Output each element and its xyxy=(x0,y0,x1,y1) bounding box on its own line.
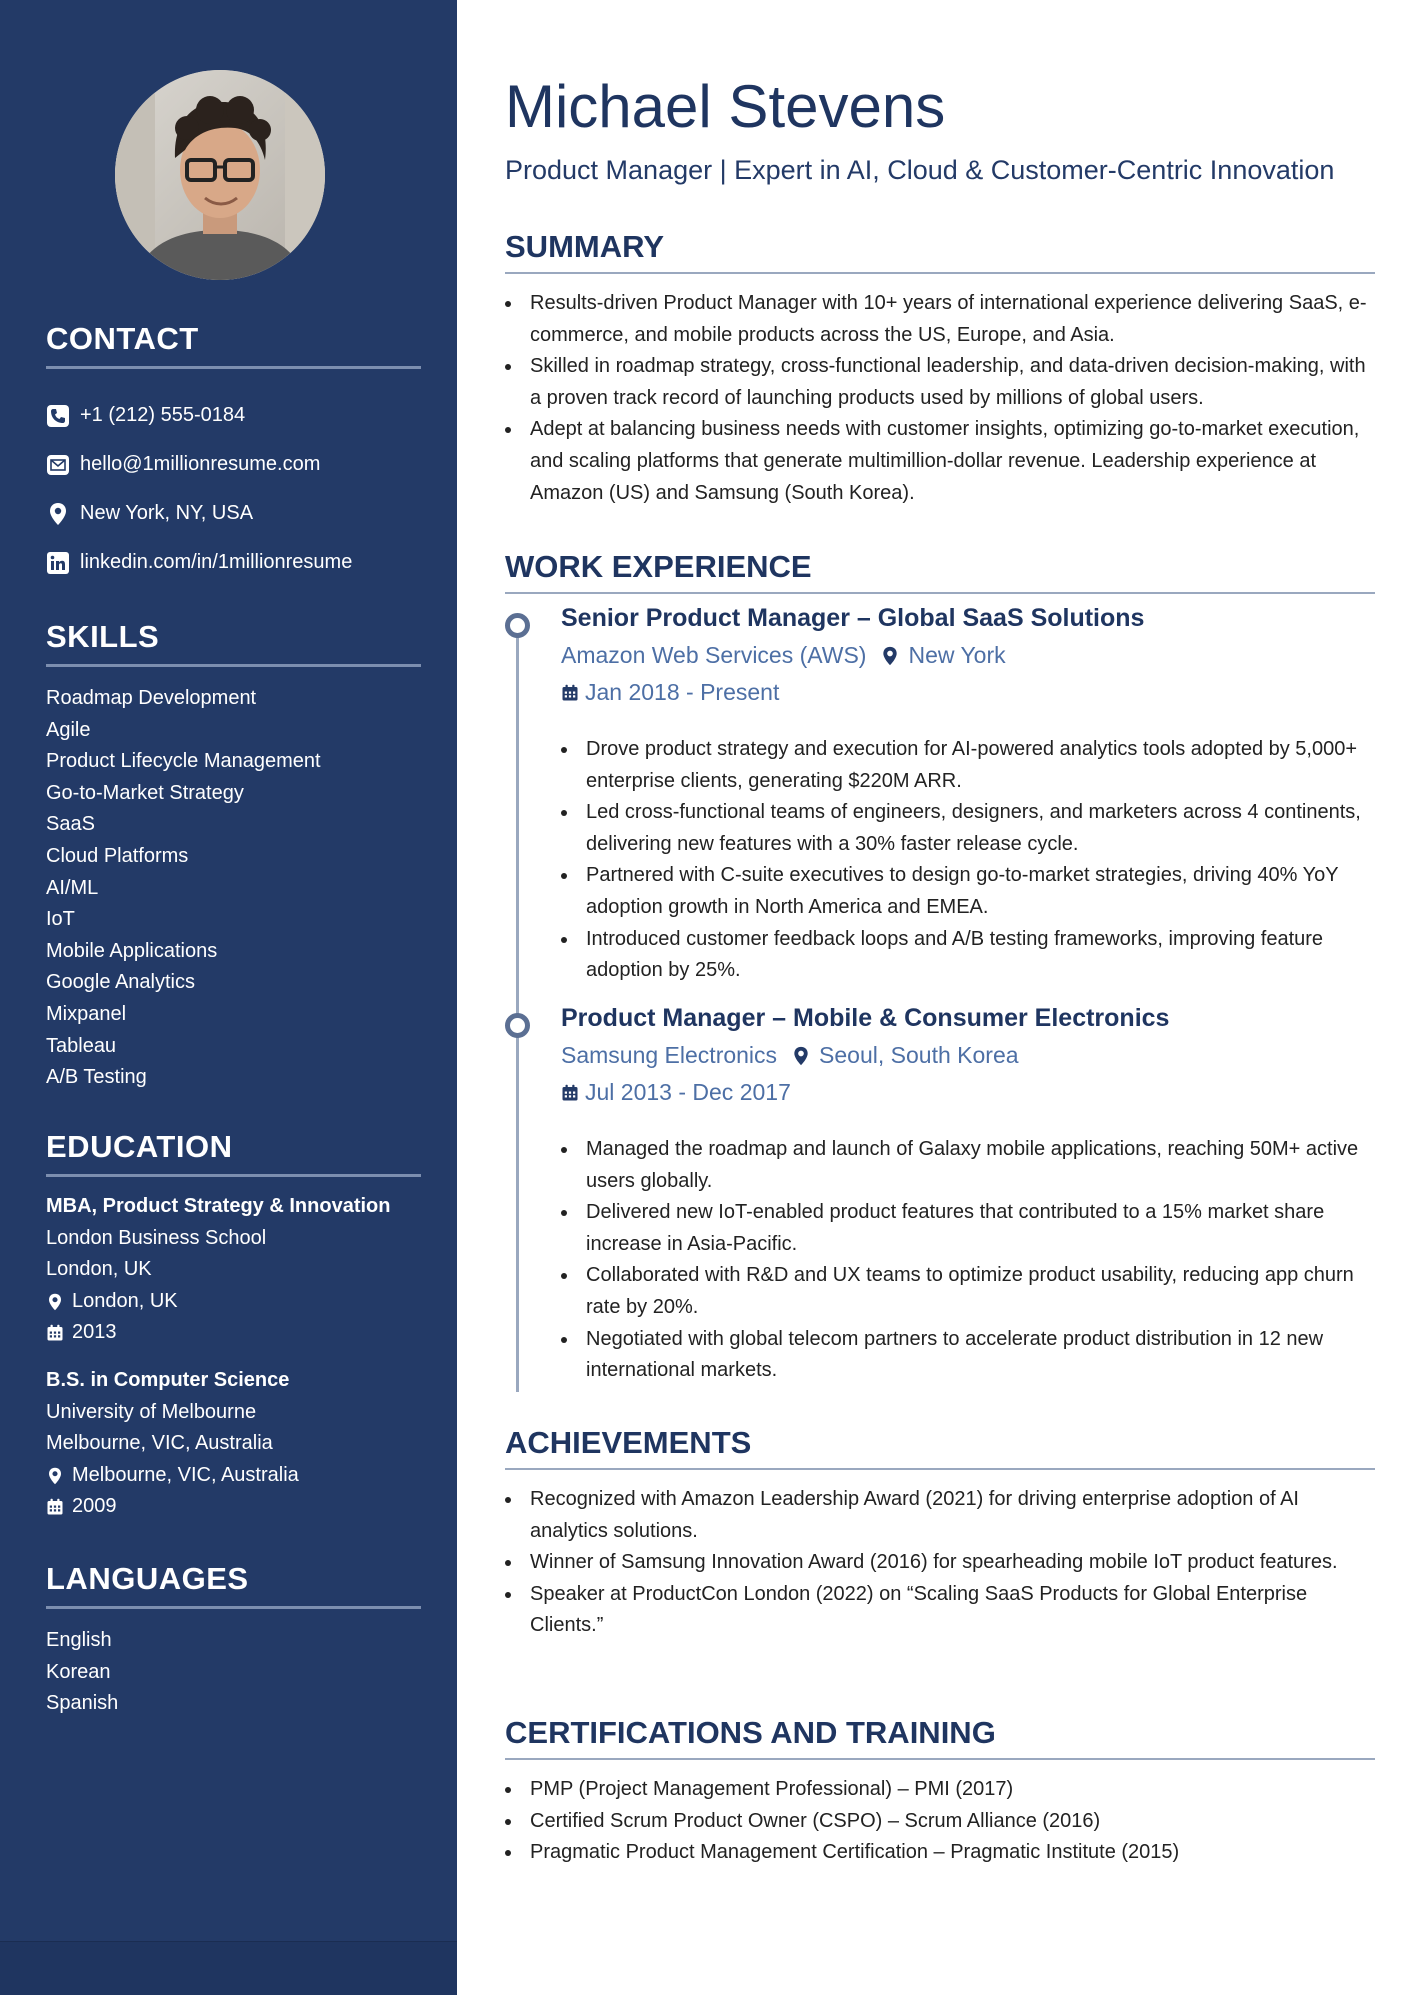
contact-section xyxy=(46,320,421,587)
education-heading: EDUCATION xyxy=(46,1128,421,1177)
job-dates: Jul 2013 - Dec 2017 xyxy=(585,1079,791,1105)
job-bullet: Negotiated with global telecom partners to accelerate product distribution in 12 new international markets. xyxy=(561,1324,1375,1387)
certifications-list xyxy=(505,1774,1375,1869)
skill-item: Product Lifecycle Management xyxy=(46,750,321,773)
languages-heading: LANGUAGES xyxy=(46,1560,421,1609)
profile-photo xyxy=(115,70,325,280)
achievements-list xyxy=(505,1484,1375,1642)
calendar-icon xyxy=(561,1084,579,1102)
skill-item: A/B Testing xyxy=(46,1066,147,1089)
education-school: London Business School xyxy=(46,1226,267,1249)
skill-item: AI/ML xyxy=(46,876,99,899)
skill-item: IoT xyxy=(46,908,75,931)
timeline-dot xyxy=(505,613,530,638)
job-bullet: Delivered new IoT-enabled product features that contributed to a 15% market share increase in Asia-Pacific. xyxy=(561,1197,1375,1260)
contact-linkedin[interactable] xyxy=(46,538,421,587)
job-bullets xyxy=(561,734,1375,987)
skills-list xyxy=(46,683,421,1094)
languages-list xyxy=(46,1625,421,1720)
education-city: London, UK xyxy=(46,1258,152,1281)
sidebar xyxy=(0,0,457,1995)
education-location: London, UK xyxy=(72,1289,178,1312)
achievements-heading: ACHIEVEMENTS xyxy=(505,1424,1375,1470)
skill-item: Roadmap Development xyxy=(46,687,257,709)
job-title: Senior Product Manager – Global SaaS Solutions xyxy=(561,604,1145,632)
candidate-name: Michael Stevens xyxy=(505,73,946,140)
location-text: New York, NY, USA xyxy=(80,502,254,524)
certifications-heading: CERTIFICATIONS AND TRAINING xyxy=(505,1714,1375,1760)
education-entry xyxy=(46,1365,421,1523)
job-company: Samsung Electronics xyxy=(561,1042,778,1068)
education-year: 2009 xyxy=(72,1495,117,1518)
certification-item: Pragmatic Product Management Certification – Pragmatic Institute (2015) xyxy=(505,1837,1375,1869)
skill-item: SaaS xyxy=(46,813,95,836)
email-icon xyxy=(46,453,70,477)
linkedin-icon xyxy=(46,551,70,575)
job-dates: Jan 2018 - Present xyxy=(585,679,780,705)
language-item: Korean xyxy=(46,1660,111,1683)
experience-heading: WORK EXPERIENCE xyxy=(505,548,1375,594)
job-company-row xyxy=(561,642,1006,669)
timeline-line xyxy=(516,630,519,1392)
location-pin-icon xyxy=(880,646,900,666)
achievement-item: Speaker at ProductCon London (2022) on “Scaling SaaS Products for Global Enterprise Clients.” xyxy=(505,1579,1375,1642)
job-bullet: Introduced customer feedback loops and A/B testing frameworks, improving feature adoption by 25%. xyxy=(561,924,1375,987)
achievement-item: Winner of Samsung Innovation Award (2016) for spearheading mobile IoT product features. xyxy=(505,1547,1375,1579)
contact-location xyxy=(46,489,421,538)
language-item: English xyxy=(46,1629,112,1651)
contact-phone[interactable] xyxy=(46,391,421,440)
calendar-icon xyxy=(561,684,579,702)
avatar xyxy=(115,70,325,280)
job-date-row xyxy=(561,679,779,706)
skills-heading: SKILLS xyxy=(46,618,421,667)
education-year-row xyxy=(46,1491,421,1523)
location-pin-icon xyxy=(791,1046,811,1066)
skills-section xyxy=(46,618,421,1094)
skill-item: Tableau xyxy=(46,1034,117,1057)
location-pin-icon xyxy=(46,1292,64,1312)
job-location: New York xyxy=(908,642,1006,668)
calendar-icon xyxy=(46,1323,64,1343)
summary-item: Skilled in roadmap strategy, cross-functional leadership, and data-driven decision-making, with a proven track record of launching products used by millions of global users. xyxy=(505,351,1375,414)
education-section xyxy=(46,1128,421,1523)
job-title: Product Manager – Mobile & Consumer Electronics xyxy=(561,1004,1170,1032)
phone-icon xyxy=(46,404,70,428)
education-school: University of Melbourne xyxy=(46,1400,257,1423)
education-location-row xyxy=(46,1460,421,1492)
skill-item: Cloud Platforms xyxy=(46,844,189,867)
email-text: hello@1millionresume.com xyxy=(80,453,321,475)
certification-item: PMP (Project Management Professional) – PMI (2017) xyxy=(505,1774,1375,1806)
timeline-dot xyxy=(505,1013,530,1038)
candidate-subtitle: Product Manager | Expert in AI, Cloud & Customer-Centric Innovation xyxy=(505,155,1335,185)
education-year-row xyxy=(46,1317,421,1349)
sidebar-footer-bar xyxy=(0,1941,457,1995)
education-city: Melbourne, VIC, Australia xyxy=(46,1432,273,1455)
location-pin-icon xyxy=(46,1466,64,1486)
summary-item: Adept at balancing business needs with customer insights, optimizing go-to-market execution, and scaling platforms that generate multimillion-dollar revenue. Leadership experience at Amazon (US) and Samsung (South Korea). xyxy=(505,414,1375,509)
summary-item: Results-driven Product Manager with 10+ years of international experience delivering SaaS, e-commerce, and mobile products across the US, Europe, and Asia. xyxy=(505,288,1375,351)
education-degree: MBA, Product Strategy & Innovation xyxy=(46,1195,391,1217)
job-company-row xyxy=(561,1042,1019,1069)
location-pin-icon xyxy=(46,502,70,526)
skill-item: Mixpanel xyxy=(46,1002,127,1025)
job-bullet: Led cross-functional teams of engineers, designers, and marketers across 4 continents, delivering new features with a 30% faster release cycle. xyxy=(561,797,1375,860)
job-bullet: Drove product strategy and execution for AI-powered analytics tools adopted by 5,000+ enterprise clients, generating $220M ARR. xyxy=(561,734,1375,797)
job-date-row xyxy=(561,1079,791,1106)
languages-section xyxy=(46,1560,421,1720)
job-bullet: Managed the roadmap and launch of Galaxy mobile applications, reaching 50M+ active users globally. xyxy=(561,1134,1375,1197)
summary-list xyxy=(505,288,1375,509)
calendar-icon xyxy=(46,1497,64,1517)
summary-heading: SUMMARY xyxy=(505,228,1375,274)
education-year: 2013 xyxy=(72,1321,117,1344)
education-entry xyxy=(46,1191,421,1349)
skill-item: Mobile Applications xyxy=(46,939,218,962)
skill-item: Go-to-Market Strategy xyxy=(46,781,244,804)
achievement-item: Recognized with Amazon Leadership Award (2021) for driving enterprise adoption of AI analytics solutions. xyxy=(505,1484,1375,1547)
skill-item: Google Analytics xyxy=(46,971,195,994)
education-location-row xyxy=(46,1286,421,1318)
skill-item: Agile xyxy=(46,718,91,741)
job-bullet: Partnered with C-suite executives to design go-to-market strategies, driving 40% YoY adoption growth in North America and EMEA. xyxy=(561,860,1375,923)
job-bullets xyxy=(561,1134,1375,1387)
job-location: Seoul, South Korea xyxy=(819,1042,1019,1068)
language-item: Spanish xyxy=(46,1692,119,1715)
contact-email[interactable] xyxy=(46,440,421,489)
certification-item: Certified Scrum Product Owner (CSPO) – Scrum Alliance (2016) xyxy=(505,1806,1375,1838)
contact-heading: CONTACT xyxy=(46,320,421,369)
job-company: Amazon Web Services (AWS) xyxy=(561,642,867,668)
linkedin-text: linkedin.com/in/1millionresume xyxy=(80,551,353,573)
education-location: Melbourne, VIC, Australia xyxy=(72,1463,299,1486)
job-bullet: Collaborated with R&D and UX teams to optimize product usability, reducing app churn rate by 20%. xyxy=(561,1260,1375,1323)
education-degree: B.S. in Computer Science xyxy=(46,1368,290,1391)
phone-text: +1 (212) 555-0184 xyxy=(80,404,246,426)
